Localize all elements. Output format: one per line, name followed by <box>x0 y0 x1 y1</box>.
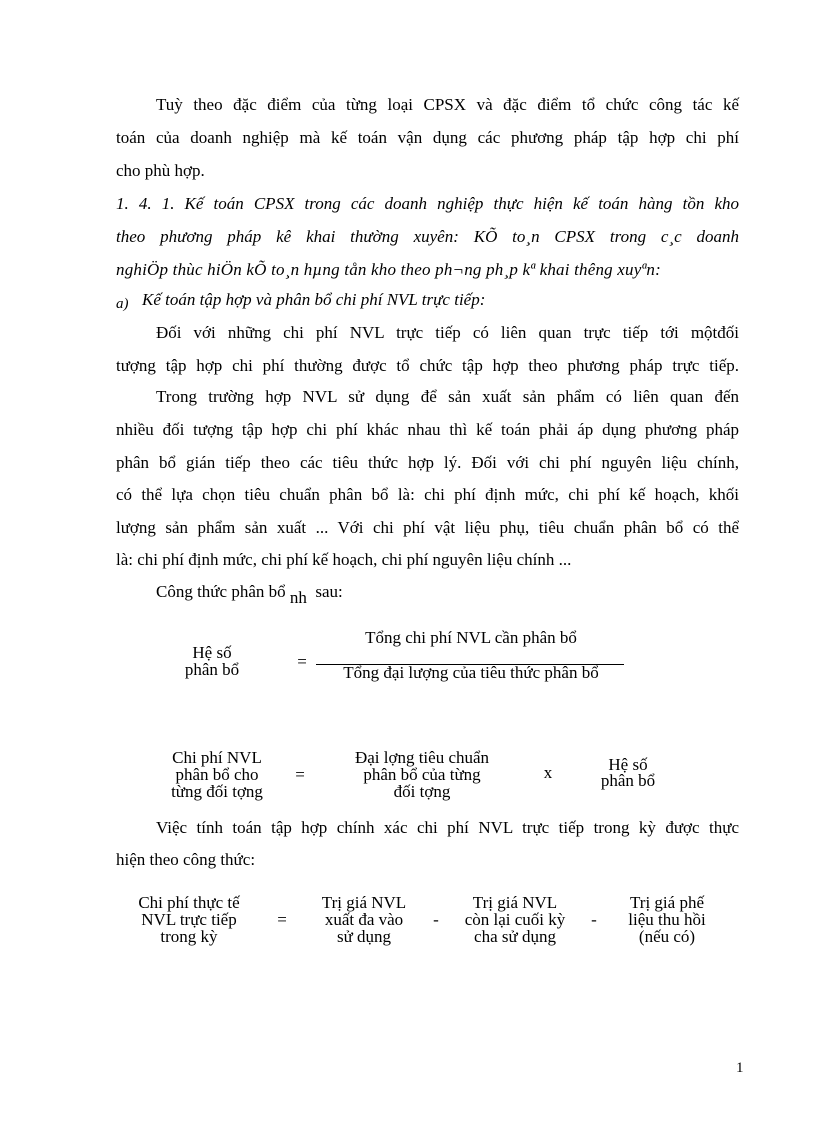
paragraph-line: lượng sản phẩm sản xuất ... Với chi phí vật liệu phụ, tiêu chuẩn phân bổ có thể <box>116 518 739 537</box>
formula-term: Đại lợng tiêu chuẩn <box>354 748 490 767</box>
formula-term: còn lại cuối kỳ <box>464 910 566 929</box>
formula-term: Chi phí NVL <box>172 748 262 767</box>
subheading: Kế toán tập hợp và phân bổ chi phí NVL trực tiếp: <box>142 290 486 309</box>
page-number: 1 <box>736 1060 744 1076</box>
formula-term: NVL trực tiếp <box>141 910 237 929</box>
paragraph-line: hiện theo công thức: <box>116 850 256 869</box>
formula-term: (nếu có) <box>638 927 696 946</box>
paragraph-line: Đối với những chi phí NVL trực tiếp có liên quan trực tiếp tới mộtđối <box>156 323 739 342</box>
equals-sign: = <box>277 910 287 929</box>
fraction-denominator: Tổng đại lượng của tiêu thức phân bổ <box>343 663 599 682</box>
garbled-heading-line: nghiÖp thùc hiÖn kÕ to¸n hµng tån kho theo ph¬ng ph¸p kª khai thêng xuyªn: <box>116 260 661 279</box>
formula-term: liệu thu hồi <box>628 910 706 929</box>
formula-term: phân bổ của từng <box>363 765 481 784</box>
paragraph-line: Trong trường hợp NVL sử dụng để sản xuất sản phẩm có liên quan đến <box>156 387 739 406</box>
fraction-numerator: Tổng chi phí NVL cần phân bổ <box>365 628 577 647</box>
paragraph-line: có thể lựa chọn tiêu chuẩn phân bổ là: chi phí định mức, chi phí kế hoạch, khối <box>116 485 739 504</box>
formula-term: sử dụng <box>336 927 392 946</box>
paragraph-line: tượng tập hợp chi phí thường được tổ chức tập hợp theo phương pháp trực tiếp. <box>116 356 739 375</box>
formula-term: đối tợng <box>393 782 451 801</box>
formula-intro-text: sau: <box>315 582 343 601</box>
paragraph-line: toán của doanh nghiệp mà kế toán vận dụng các phương pháp tập hợp chi phí <box>116 128 739 147</box>
formula-term: xuất đa vào <box>324 910 404 929</box>
equals-sign: = <box>295 765 305 784</box>
paragraph-line: cho phù hợp. <box>116 161 205 180</box>
formula-term: phân bổ <box>184 660 240 679</box>
formula-term: Chi phí thực tế <box>138 893 240 912</box>
multiply-sign: x <box>543 763 553 782</box>
formula-intro-subscript: nh <box>289 588 307 607</box>
paragraph-line: là: chi phí định mức, chi phí kế hoạch, chi phí nguyên liệu chính ... <box>116 550 572 569</box>
formula-term: Trị giá phế <box>630 893 704 912</box>
subheading-label: a) <box>116 296 129 312</box>
formula-term: Hệ số <box>192 643 232 662</box>
formula-intro <box>156 582 739 607</box>
formula-term: Trị giá NVL <box>321 893 407 912</box>
formula-intro-text: Công thức phân bổ <box>156 582 286 601</box>
formula-term: Hệ số <box>608 755 648 774</box>
paragraph-line: nhiều đối tượng tập hợp chi phí khác nhau thì kế toán phải áp dụng phương pháp <box>116 420 739 439</box>
minus-sign: - <box>591 910 597 929</box>
paragraph-line: Việc tính toán tập hợp chính xác chi phí NVL trực tiếp trong kỳ được thực <box>156 818 739 837</box>
formula-term: cha sử dụng <box>474 927 556 946</box>
paragraph-line: phân bổ gián tiếp theo các tiêu thức hợp lý. Đối với chi phí nguyên liệu chính, <box>116 453 739 472</box>
formula-term: Trị giá NVL <box>472 893 558 912</box>
formula-term: trong kỳ <box>160 927 218 946</box>
formula-term: phân bổ <box>600 771 656 790</box>
paragraph-line: Tuỳ theo đặc điểm của từng loại CPSX và đặc điểm tổ chức công tác kế <box>156 95 739 114</box>
minus-sign: - <box>433 910 439 929</box>
section-heading: 1. 4. 1. Kế toán CPSX trong các doanh nghiệp thực hiện kế toán hàng tồn kho <box>116 194 739 213</box>
equals-sign: = <box>297 652 307 671</box>
formula-term: phân bổ cho <box>175 765 259 784</box>
section-heading: theo phương pháp kê khai thường xuyên: KÕ to¸n CPSX trong c¸c doanh <box>116 227 739 246</box>
formula-term: từng đối tợng <box>171 782 263 801</box>
